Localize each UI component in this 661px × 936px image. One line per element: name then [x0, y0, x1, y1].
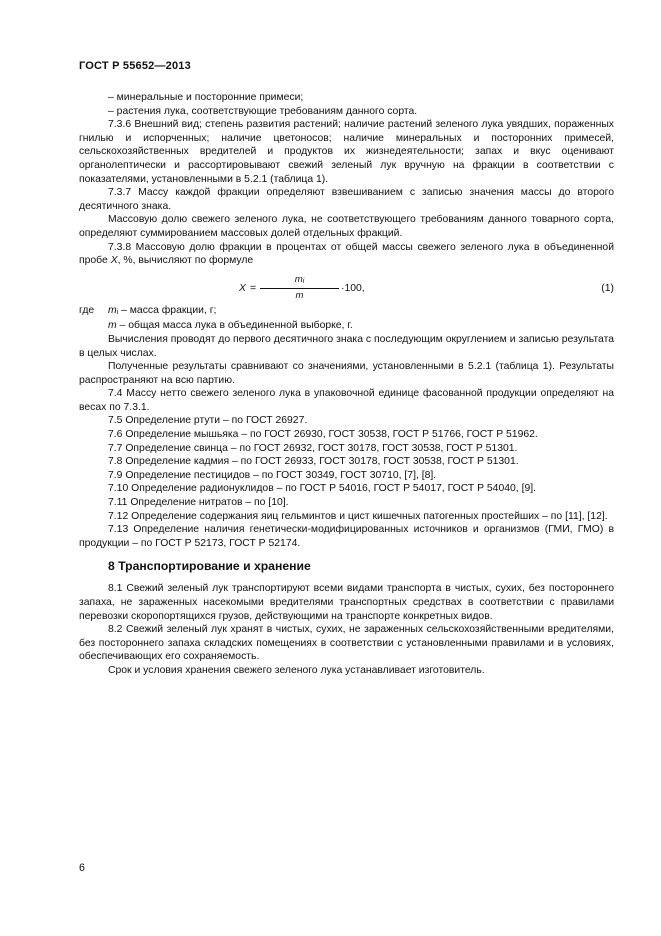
formula-numerator: $m_i$: [294, 273, 305, 285]
paragraph-7-10: 7.10 Определение радионуклидов – по ГОСТ Р 54016, ГОСТ Р 54017, ГОСТ Р 54040, [9].: [108, 483, 537, 495]
list-item: – растения лука, соответствующие требованиям данного сорта.: [108, 105, 418, 117]
paragraph-7-13: 7.13 Определение наличия генетически-модифицированных источников и организмов (ГМИ, ГМО) в продукции – по ГОСТ Р 52173, ГОСТ Р 52174.: [79, 524, 614, 549]
paragraph-results: Полученные результаты сравнивают со значениями, установленными в 5.2.1 (таблица 1). Результаты распространяют на всю партию.: [79, 361, 614, 386]
paragraph-7-3-8: 7.3.8 Массовую долю фракции в процентах от общей массы свежего зеленого лука в объединенной пробе X, %, вычисляют по формуле: [79, 241, 614, 267]
formula-fraction: [260, 274, 339, 301]
paragraph-7-4: 7.4 Массу нетто свежего зеленого лука в упаковочной единице фасованной продукции определяют на весах по 7.3.1.: [79, 388, 614, 413]
paragraph-7-11: 7.11 Определение нитратов – по [10].: [108, 497, 289, 509]
definition-m: m – общая масса лука в объединенной выборке, г.: [108, 320, 353, 332]
paragraph-7-6: 7.6 Определение мышьяка – по ГОСТ 26930, ГОСТ 30538, ГОСТ Р 51766, ГОСТ Р 51962.: [108, 429, 538, 441]
fraction-bar: [260, 288, 339, 289]
formula-definitions: [79, 304, 614, 333]
page-number: 6: [79, 862, 85, 874]
page-content: [79, 91, 614, 678]
paragraph-7-3-7-continued: Массовую долю свежего зеленого лука, не соответствующего требованиям данного товарного сорта, определяют суммированием массовых долей отдельных фракций.: [79, 214, 614, 239]
formula-number: (1): [601, 282, 614, 294]
formula-multiplier: ·100,: [341, 282, 365, 294]
formula-lhs: X: [239, 282, 246, 294]
paragraph-7-8: 7.8 Определение кадмия – по ГОСТ 26933, ГОСТ 30178, ГОСТ 30538, ГОСТ Р 51301.: [108, 456, 519, 468]
paragraph-7-7: 7.7 Определение свинца – по ГОСТ 26932, ГОСТ 30178, ГОСТ 30538, ГОСТ Р 51301.: [108, 442, 518, 454]
paragraph-8-3: Срок и условия хранения свежего зеленого лука устанавливает изготовитель.: [108, 664, 485, 676]
formula-denominator: m: [295, 289, 304, 301]
where-label: где: [79, 304, 95, 316]
variable-x: X: [110, 255, 118, 267]
paragraph-7-3-7: 7.3.7 Массу каждой фракции определяют взвешиванием с записью значения массы до второго десятичного знака.: [79, 187, 614, 212]
list-item: – минеральные и посторонние примеси;: [108, 92, 304, 103]
definition-mi: $m_i$ – масса фракции, г;: [108, 304, 217, 316]
formula-1: [79, 274, 614, 302]
paragraph-7-3-6: 7.3.6 Внешний вид; степень развития растений; наличие растений зеленого лука увядших, пораженных гнилью и испорченных; наличие цветоносов; наличие минеральных и посторонних примесей, сельскохозяйственных вредителей и продуктов их жизнедеятельности; запах и вкус оценивают органолептически и рассортировывают свежий зеленый лук вручную на фракции в соответствии с показателями, установленными в 5.2.1 (таблица 1).: [79, 119, 614, 185]
paragraph-7-5: 7.5 Определение ртути – по ГОСТ 26927.: [108, 415, 308, 427]
paragraph-7-12: 7.12 Определение содержания яиц гельминтов и цист кишечных патогенных простейших – по [11], [12].: [108, 510, 608, 522]
paragraph-calculation: Вычисления проводят до первого десятичного знака с последующим округлением и записью результата в целых числах.: [79, 333, 614, 359]
paragraph-7-9: 7.9 Определение пестицидов – по ГОСТ 30349, ГОСТ 30710, [7], [8].: [108, 469, 437, 481]
section-8-title: 8 Транспортирование и хранение: [108, 559, 311, 574]
document-header: ГОСТ Р 55652—2013: [79, 60, 191, 72]
formula-equals: =: [250, 282, 257, 294]
paragraph-8-1: 8.1 Свежий зеленый лук транспортируют всеми видами транспорта в чистых, сухих, без постороннего запаха, не зараженных насекомыми вредителями транспортных средствах в соответствии с правилами перевозки скоропортящихся грузов, действующими на транспорте конкретных видов.: [79, 583, 614, 622]
paragraph-8-2: 8.2 Свежий зеленый лук хранят в чистых, сухих, не зараженных сельскохозяйственными вредителями, без постороннего запаха складских помещениях в соответствии с установленными правилами и в условиях, обеспечивающих его сохраняемость.: [79, 624, 614, 663]
